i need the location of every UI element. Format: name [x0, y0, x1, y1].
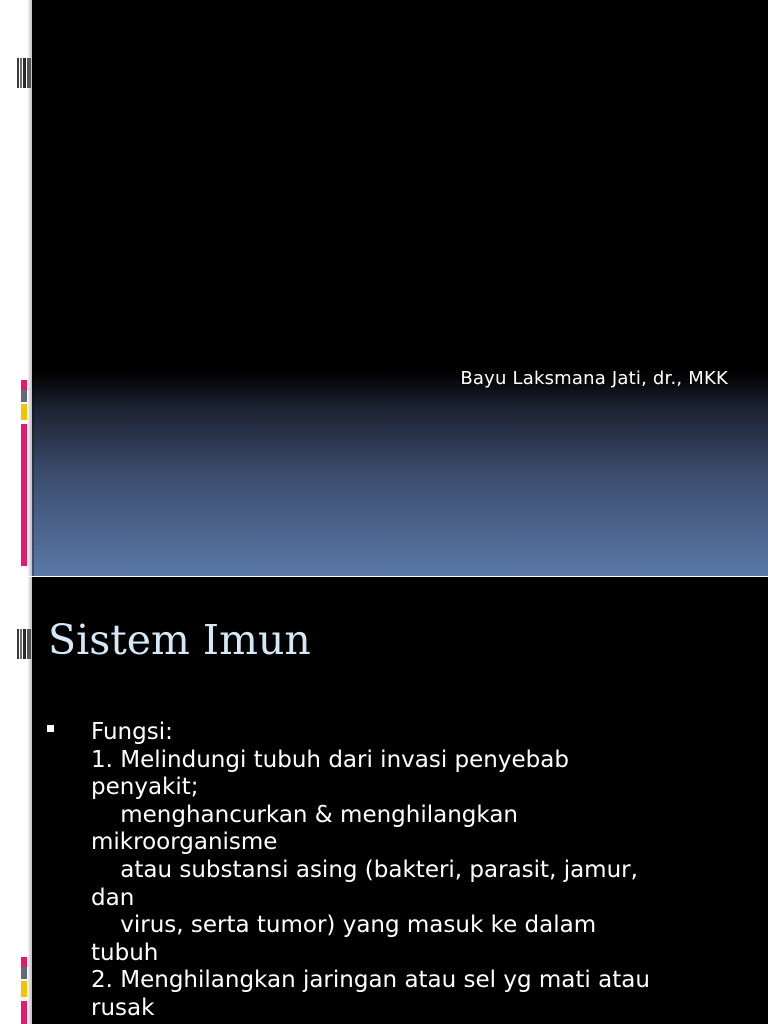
body-line: virus, serta tumor) yang masuk ke dalam — [91, 912, 597, 939]
body-line: penyakit; — [91, 774, 199, 801]
body-line: 1. Melindungi tubuh dari invasi penyebab — [91, 746, 569, 773]
body-line: Fungsi: — [91, 719, 173, 745]
bullet-square-icon — [47, 725, 54, 732]
gray-accent-bar — [21, 390, 27, 402]
pink-accent-bar-long — [21, 1001, 27, 1024]
author-name: Bayu Laksmana Jati, dr., MKK — [460, 368, 728, 389]
yellow-accent-bar — [21, 404, 27, 420]
body-line: mikroorganisme — [91, 829, 278, 856]
barcode-decoration — [17, 629, 31, 659]
slide-1-background — [32, 0, 768, 576]
slide-body — [91, 719, 731, 1023]
slide-2 — [0, 577, 768, 1024]
body-line: rusak — [91, 994, 155, 1021]
gray-accent-bar — [21, 967, 27, 979]
body-line: atau substansi asing (bakteri, parasit, jamur, — [91, 856, 638, 883]
yellow-accent-bar — [21, 981, 27, 997]
body-line: 2. Menghilangkan jaringan atau sel yg mati atau — [91, 967, 650, 994]
body-line: menghancurkan & menghilangkan — [91, 801, 518, 828]
body-line: tubuh — [91, 939, 159, 966]
barcode-decoration — [17, 58, 31, 88]
pink-accent-bar — [21, 380, 27, 390]
slide-title: Sistem Imun — [48, 616, 311, 664]
body-line: dan — [91, 884, 135, 911]
pink-accent-bar — [21, 957, 27, 967]
pink-accent-bar-long — [21, 424, 27, 566]
